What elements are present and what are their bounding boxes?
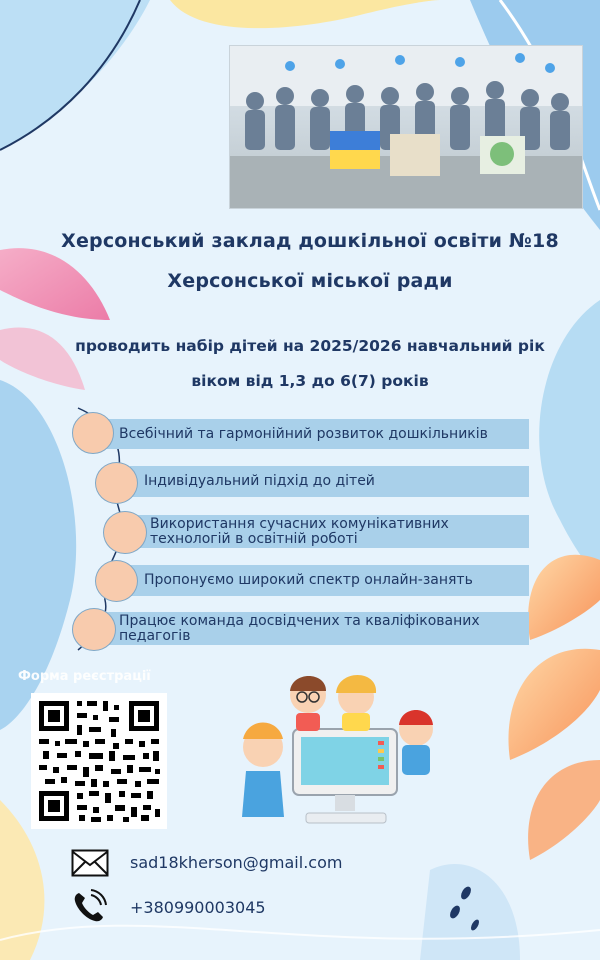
- contact-email[interactable]: sad18kherson@gmail.com: [130, 853, 343, 872]
- age-range-text: віком від 1,3 до 6(7) років: [191, 372, 429, 390]
- contact-phone[interactable]: +380990003045: [130, 898, 266, 917]
- feature-bullet: [72, 412, 114, 454]
- registration-form-label: Форма реєстрації: [18, 669, 151, 684]
- feature-item-label: Використання сучасних комунікативних технологій в освітній роботі: [150, 515, 449, 547]
- feature-item: [138, 515, 529, 548]
- feature-bullet: [72, 608, 116, 651]
- school-council-title: Херсонської міської ради: [167, 270, 453, 292]
- feature-item-label: Всебічний та гармонійний розвиток дошкільників: [119, 425, 488, 442]
- enrollment-announcement: проводить набір дітей на 2025/2026 навчальний рік: [75, 337, 545, 355]
- feature-item: [105, 612, 529, 645]
- feature-bullet: [95, 462, 138, 504]
- school-name-title: Херсонський заклад дошкільної освіти №18: [61, 230, 559, 252]
- feature-item-label: Працює команда досвідчених та кваліфікованих педагогів: [119, 612, 480, 644]
- phone-icon: [71, 889, 107, 925]
- kids-computer-illustration: [228, 667, 438, 847]
- envelope-icon: [71, 849, 109, 877]
- registration-qr-code[interactable]: [31, 693, 167, 829]
- feature-bullet: [103, 511, 147, 554]
- feature-bullet: [95, 560, 138, 602]
- feature-item: [105, 419, 529, 449]
- feature-item: [130, 565, 529, 596]
- feature-item-label: Індивідуальний підхід до дітей: [144, 473, 375, 489]
- feature-item: [130, 466, 529, 497]
- feature-item-label: Пропонуємо широкий спектр онлайн-занять: [144, 572, 473, 588]
